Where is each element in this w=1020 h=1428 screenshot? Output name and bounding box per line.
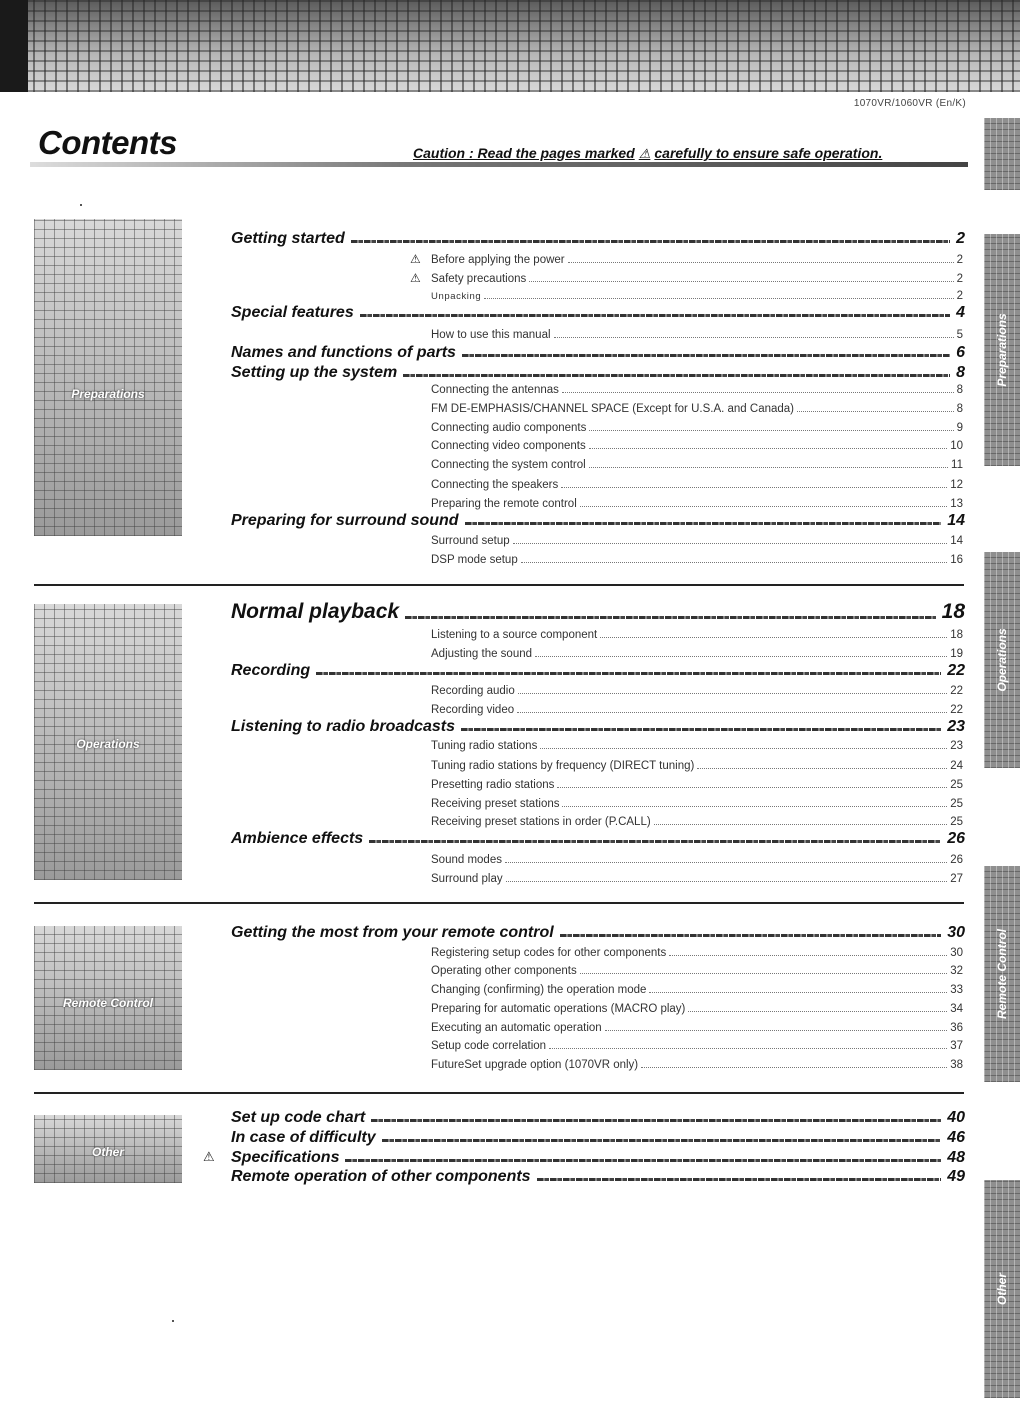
leader-line <box>382 1139 942 1142</box>
toc-entry[interactable] <box>431 399 963 415</box>
section-image-remote-control <box>34 926 182 1070</box>
toc-heading-page: 4 <box>956 304 965 321</box>
dot-leader <box>562 392 954 393</box>
dot-leader <box>535 656 947 657</box>
leader-line <box>369 840 941 843</box>
toc-entry[interactable] <box>431 736 963 752</box>
toc-heading-page: 2 <box>956 230 965 247</box>
toc-entry[interactable] <box>431 943 963 959</box>
dot-leader <box>505 862 947 863</box>
toc-entry-page: 36 <box>950 1022 963 1034</box>
section-image-operations <box>34 604 182 880</box>
toc-heading-title: Getting started <box>231 230 345 247</box>
toc-heading-title: Recording <box>231 662 311 679</box>
toc-entry-title: Connecting the speakers <box>431 479 559 491</box>
toc-heading-title: Special features <box>231 304 354 321</box>
toc-entry-page: 2 <box>956 273 963 285</box>
dot-leader <box>557 787 947 788</box>
leader-line <box>403 374 950 377</box>
tab-operations-label: Operations <box>995 628 1009 692</box>
toc-entry[interactable] <box>431 961 963 977</box>
dot-leader <box>649 992 947 993</box>
dot-leader <box>561 487 947 488</box>
toc-entry-title: Preparing for automatic operations (MACRO play) <box>431 1003 686 1015</box>
toc-entry-page: 18 <box>950 629 963 641</box>
toc-entry-page: 34 <box>950 1003 963 1015</box>
toc-entry[interactable] <box>431 850 963 866</box>
section-label-other: Other <box>91 1145 124 1159</box>
toc-entry[interactable] <box>431 475 963 491</box>
toc-heading[interactable] <box>231 340 965 362</box>
toc-entry-title: Registering setup codes for other components <box>431 947 667 959</box>
dot-leader <box>669 955 947 956</box>
toc-entry-title: FutureSet upgrade option (1070VR only) <box>431 1059 639 1071</box>
warning-icon: ⚠ <box>203 1149 215 1164</box>
toc-entry-title: Receiving preset stations in order (P.CALL) <box>431 816 651 828</box>
leader-line <box>461 728 941 731</box>
toc-entry[interactable] <box>431 418 963 434</box>
dot-leader <box>641 1067 947 1068</box>
toc-entry-title: Connecting audio components <box>431 422 587 434</box>
toc-entry-page: 38 <box>950 1059 963 1071</box>
toc-entry-title: Executing an automatic operation <box>431 1022 602 1034</box>
toc-entry[interactable] <box>431 1036 963 1052</box>
section-label-remote-control: Remote Control <box>63 996 153 1010</box>
leader-line <box>465 522 942 525</box>
tab-remote-control[interactable] <box>984 866 1020 1082</box>
section-divider <box>34 584 964 586</box>
toc-entry-title: Preparing the remote control <box>431 498 577 510</box>
toc-heading-page: 30 <box>947 924 965 941</box>
dot-leader <box>517 712 947 713</box>
toc-entry-title: Setup code correlation <box>431 1040 547 1052</box>
toc-entry-page: 30 <box>950 947 963 959</box>
stray-dot <box>172 1320 174 1322</box>
dot-leader <box>540 748 947 749</box>
toc-heading-page: 18 <box>941 600 965 623</box>
toc-heading-page: 26 <box>947 830 965 847</box>
toc-heading[interactable] <box>231 1125 965 1147</box>
toc-entry-title: How to use this manual <box>431 329 551 341</box>
toc-heading[interactable] <box>231 714 965 736</box>
toc-entry[interactable] <box>410 250 963 266</box>
toc-entry[interactable] <box>431 794 963 810</box>
toc-heading-page: 23 <box>947 718 965 735</box>
section-label-operations: Operations <box>76 737 140 751</box>
toc-heading-page: 22 <box>947 662 965 679</box>
toc-entry-title: Connecting the antennas <box>431 384 559 396</box>
toc-heading-page: 6 <box>956 344 965 361</box>
toc-heading-page: 14 <box>947 512 965 529</box>
dot-leader <box>529 281 953 282</box>
toc-entry-title: Connecting video components <box>431 440 586 452</box>
dot-leader <box>549 1048 947 1049</box>
header-corner <box>0 0 28 92</box>
toc-heading[interactable] <box>231 920 965 942</box>
dot-leader <box>589 430 953 431</box>
tab-other-label: Other <box>995 1272 1009 1306</box>
dot-leader <box>589 467 948 468</box>
toc-entry-page: 25 <box>950 779 963 791</box>
toc-entry-title: Safety precautions <box>431 273 527 285</box>
toc-entry-page: 22 <box>950 704 963 716</box>
dot-leader <box>518 693 947 694</box>
toc-entry-page: 8 <box>956 403 963 415</box>
toc-heading[interactable] <box>231 226 965 248</box>
dot-leader <box>568 262 954 263</box>
toc-heading-page: 8 <box>956 364 965 381</box>
toc-heading-title: Getting the most from your remote control <box>231 924 554 941</box>
toc-entry-page: 11 <box>951 459 963 471</box>
toc-entry-title: Surround setup <box>431 535 510 547</box>
toc-entry-page: 22 <box>950 685 963 697</box>
toc-entry-page: 16 <box>950 554 963 566</box>
toc-heading-title: Preparing for surround sound <box>231 512 459 529</box>
toc-entry[interactable] <box>431 756 963 772</box>
section-image-other <box>34 1115 182 1183</box>
toc-heading-page: 46 <box>947 1129 965 1146</box>
leader-line <box>371 1119 941 1122</box>
leader-line <box>405 616 936 619</box>
toc-entry-title: Sound modes <box>431 854 502 866</box>
tab-other[interactable] <box>984 1180 1020 1398</box>
toc-entry-page: 9 <box>956 422 963 434</box>
section-divider <box>34 902 964 904</box>
toc-entry-page: 25 <box>950 798 963 810</box>
caution-note <box>413 145 882 162</box>
toc-entry[interactable] <box>431 1018 963 1034</box>
toc-entry-title: Recording video <box>431 704 515 716</box>
toc-entry-title: DSP mode setup <box>431 554 518 566</box>
toc-heading[interactable] <box>231 1105 965 1127</box>
warning-icon: ⚠ <box>410 271 421 285</box>
header-band <box>0 0 1020 92</box>
leader-line <box>316 672 941 675</box>
section-image-preparations <box>34 219 182 536</box>
toc-entry[interactable] <box>431 436 963 452</box>
page-title: Contents <box>38 124 177 161</box>
toc-entry[interactable] <box>410 269 963 285</box>
dot-leader <box>521 562 947 563</box>
dot-leader <box>697 768 947 769</box>
warning-icon: ⚠ <box>638 146 651 161</box>
warning-icon: ⚠ <box>410 252 421 266</box>
toc-entry[interactable] <box>431 531 963 547</box>
toc-entry[interactable] <box>431 380 963 396</box>
toc-entry-title: Operating other components <box>431 965 577 977</box>
dot-leader <box>580 506 947 507</box>
toc-heading-title: Ambience effects <box>231 830 364 847</box>
tab-remote-control-label: Remote Control <box>995 929 1009 1019</box>
toc-heading[interactable] <box>231 826 965 848</box>
toc-entry-title: Surround play <box>431 873 503 885</box>
toc-heading[interactable] <box>231 508 965 530</box>
model-number: 1070VR/1060VR (En/K) <box>853 98 966 109</box>
toc-heading-title: Listening to radio broadcasts <box>231 718 456 735</box>
toc-entry-title: Unpacking <box>431 291 482 302</box>
toc-heading-page: 48 <box>947 1149 965 1166</box>
toc-entry[interactable] <box>431 455 963 471</box>
dot-leader <box>554 337 954 338</box>
toc-entry[interactable] <box>431 980 963 996</box>
toc-entry[interactable] <box>431 1055 963 1071</box>
dot-leader <box>600 637 947 638</box>
toc-heading-title: Set up code chart <box>231 1109 366 1126</box>
dot-leader <box>506 881 948 882</box>
toc-entry[interactable] <box>431 325 963 341</box>
leader-line <box>351 240 950 243</box>
caution-text-before: Caution : Read the pages marked <box>413 145 635 161</box>
toc-entry-page: 24 <box>950 760 963 772</box>
dot-leader <box>562 806 947 807</box>
toc-heading-page: 40 <box>947 1109 965 1126</box>
toc-entry-page: 32 <box>950 965 963 977</box>
tab-preparations[interactable] <box>984 234 1020 466</box>
toc-heading-title: Normal playback <box>231 600 400 623</box>
toc-entry-page: 12 <box>950 479 963 491</box>
toc-entry[interactable] <box>431 869 963 885</box>
toc-entry-title: Presetting radio stations <box>431 779 555 791</box>
leader-line <box>537 1178 942 1181</box>
toc-heading[interactable] <box>231 360 965 382</box>
toc-entry-title: Before applying the power <box>431 254 565 266</box>
dot-leader <box>513 543 948 544</box>
section-divider <box>34 1092 964 1094</box>
dot-leader <box>589 448 947 449</box>
toc-entry-page: 26 <box>950 854 963 866</box>
toc-entry-page: 25 <box>950 816 963 828</box>
toc-entry[interactable] <box>431 775 963 791</box>
leader-line <box>462 354 950 357</box>
toc-heading-title: Remote operation of other components <box>231 1168 531 1185</box>
tab-top-marker <box>984 118 1020 190</box>
toc-entry-page: 23 <box>950 740 963 752</box>
title-rule <box>30 162 968 167</box>
toc-entry-title: Receiving preset stations <box>431 798 560 810</box>
toc-entry-page: 27 <box>950 873 963 885</box>
toc-entry[interactable] <box>431 550 963 566</box>
dot-leader <box>484 298 953 299</box>
section-label-preparations: Preparations <box>71 387 145 401</box>
toc-entry-title: Tuning radio stations by frequency (DIRECT tuning) <box>431 760 695 772</box>
leader-line <box>360 314 950 317</box>
dot-leader <box>580 973 947 974</box>
dot-leader <box>797 411 954 412</box>
tab-preparations-label: Preparations <box>995 313 1009 387</box>
toc-heading[interactable] <box>231 300 965 322</box>
toc-entry-page: 33 <box>950 984 963 996</box>
toc-entry[interactable] <box>431 625 963 641</box>
dot-leader <box>605 1030 948 1031</box>
toc-entry-title: Connecting the system control <box>431 459 586 471</box>
toc-entry-page: 10 <box>950 440 963 452</box>
leader-line <box>345 1159 941 1162</box>
toc-entry-page: 8 <box>956 384 963 396</box>
leader-line <box>560 934 942 937</box>
toc-entry[interactable] <box>431 999 963 1015</box>
caution-text-after: carefully to ensure safe operation. <box>654 145 883 161</box>
toc-entry-title: Tuning radio stations <box>431 740 538 752</box>
stray-dot <box>80 204 82 206</box>
toc-heading[interactable] <box>231 658 965 680</box>
dot-leader <box>688 1011 947 1012</box>
dot-leader <box>654 824 948 825</box>
toc-heading-title: Setting up the system <box>231 364 398 381</box>
toc-entry-page: 13 <box>950 498 963 510</box>
toc-heading-title: In case of difficulty <box>231 1129 376 1146</box>
toc-entry-title: Changing (confirming) the operation mode <box>431 984 647 996</box>
toc-entry-page: 2 <box>956 254 963 266</box>
toc-heading[interactable] <box>231 598 965 624</box>
toc-heading-page: 49 <box>947 1168 965 1185</box>
toc-entry-page: 2 <box>956 290 963 302</box>
tab-operations[interactable] <box>984 552 1020 768</box>
toc-entry-title: Adjusting the sound <box>431 648 533 660</box>
toc-entry-page: 14 <box>950 535 963 547</box>
toc-entry-title: FM DE-EMPHASIS/CHANNEL SPACE (Except for U.S.A. and Canada) <box>431 403 795 415</box>
toc-entry[interactable] <box>431 681 963 697</box>
toc-entry-title: Listening to a source component <box>431 629 598 641</box>
toc-heading-title: Names and functions of parts <box>231 344 456 361</box>
toc-entry-page: 5 <box>956 329 963 341</box>
toc-heading[interactable] <box>231 1164 965 1186</box>
toc-entry-page: 37 <box>950 1040 963 1052</box>
toc-heading-title: Specifications <box>231 1149 340 1166</box>
toc-entry-page: 19 <box>950 648 963 660</box>
toc-entry-title: Recording audio <box>431 685 515 697</box>
